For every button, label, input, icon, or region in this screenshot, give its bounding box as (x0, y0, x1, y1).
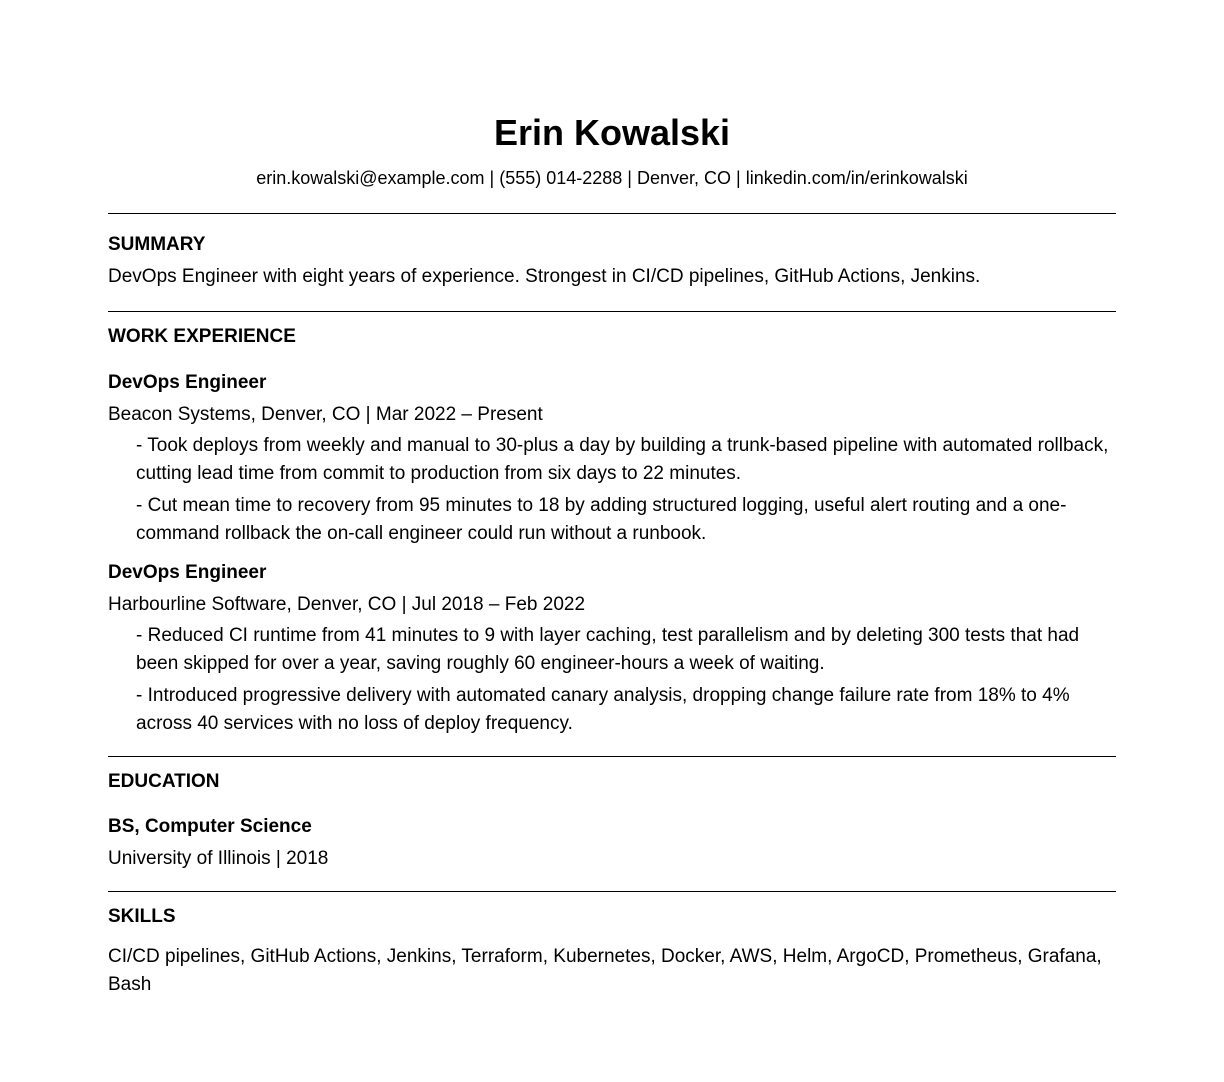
degree-title: BS, Computer Science (108, 816, 312, 837)
candidate-name: Erin Kowalski (493, 112, 731, 153)
section-divider (108, 311, 1116, 312)
work-experience-heading: WORK EXPERIENCE (108, 326, 296, 347)
job-title: DevOps Engineer (108, 372, 267, 393)
contact-line: erin.kowalski@example.com | (555) 014-2288 | Denver, CO | linkedin.com/in/erinkowalski (256, 168, 968, 188)
section-divider (108, 213, 1116, 214)
skills-heading: SKILLS (108, 906, 176, 927)
section-divider (108, 756, 1116, 757)
skills-list: CI/CD pipelines, GitHub Actions, Jenkins, Terraform, Kubernetes, Docker, AWS, Helm, ArgoCD, Prometheus, Grafana, Bash (108, 946, 1102, 995)
job-entry (108, 370, 1116, 548)
skills-section (108, 905, 1116, 999)
resume-document (108, 110, 1116, 999)
job-bullet: - Cut mean time to recovery from 95 minutes to 18 by adding structured logging, useful alert routing and a one-command rollback the on-call engineer could run without a runbook. (136, 495, 1067, 544)
job-entry (108, 560, 1116, 738)
section-divider (108, 891, 1116, 892)
job-company-dates: Beacon Systems, Denver, CO | Mar 2022 – Present (108, 404, 543, 425)
job-bullet: - Took deploys from weekly and manual to 30-plus a day by building a trunk-based pipeline with automated rollback, cutting lead time from commit to production from six days to 22 minutes. (136, 435, 1109, 484)
job-bullets (108, 432, 1116, 548)
summary-section (108, 233, 1116, 291)
job-company-dates: Harbourline Software, Denver, CO | Jul 2018 – Feb 2022 (108, 594, 586, 615)
education-heading: EDUCATION (108, 771, 220, 792)
job-bullets (108, 622, 1116, 738)
school-year: University of Illinois | 2018 (108, 848, 329, 869)
summary-heading: SUMMARY (108, 234, 206, 255)
education-section (108, 770, 1116, 872)
job-bullet: - Reduced CI runtime from 41 minutes to 9 with layer caching, test parallelism and by deleting 300 tests that had been skipped for over a year, saving roughly 60 engineer-hours a week of waiting. (136, 625, 1080, 674)
summary-text: DevOps Engineer with eight years of experience. Strongest in CI/CD pipelines, GitHub Actions, Jenkins. (108, 266, 981, 287)
job-title: DevOps Engineer (108, 562, 267, 583)
job-bullet: - Introduced progressive delivery with automated canary analysis, dropping change failure rate from 18% to 4% across 40 services with no loss of deploy frequency. (136, 685, 1070, 734)
work-experience-section (108, 325, 1116, 738)
